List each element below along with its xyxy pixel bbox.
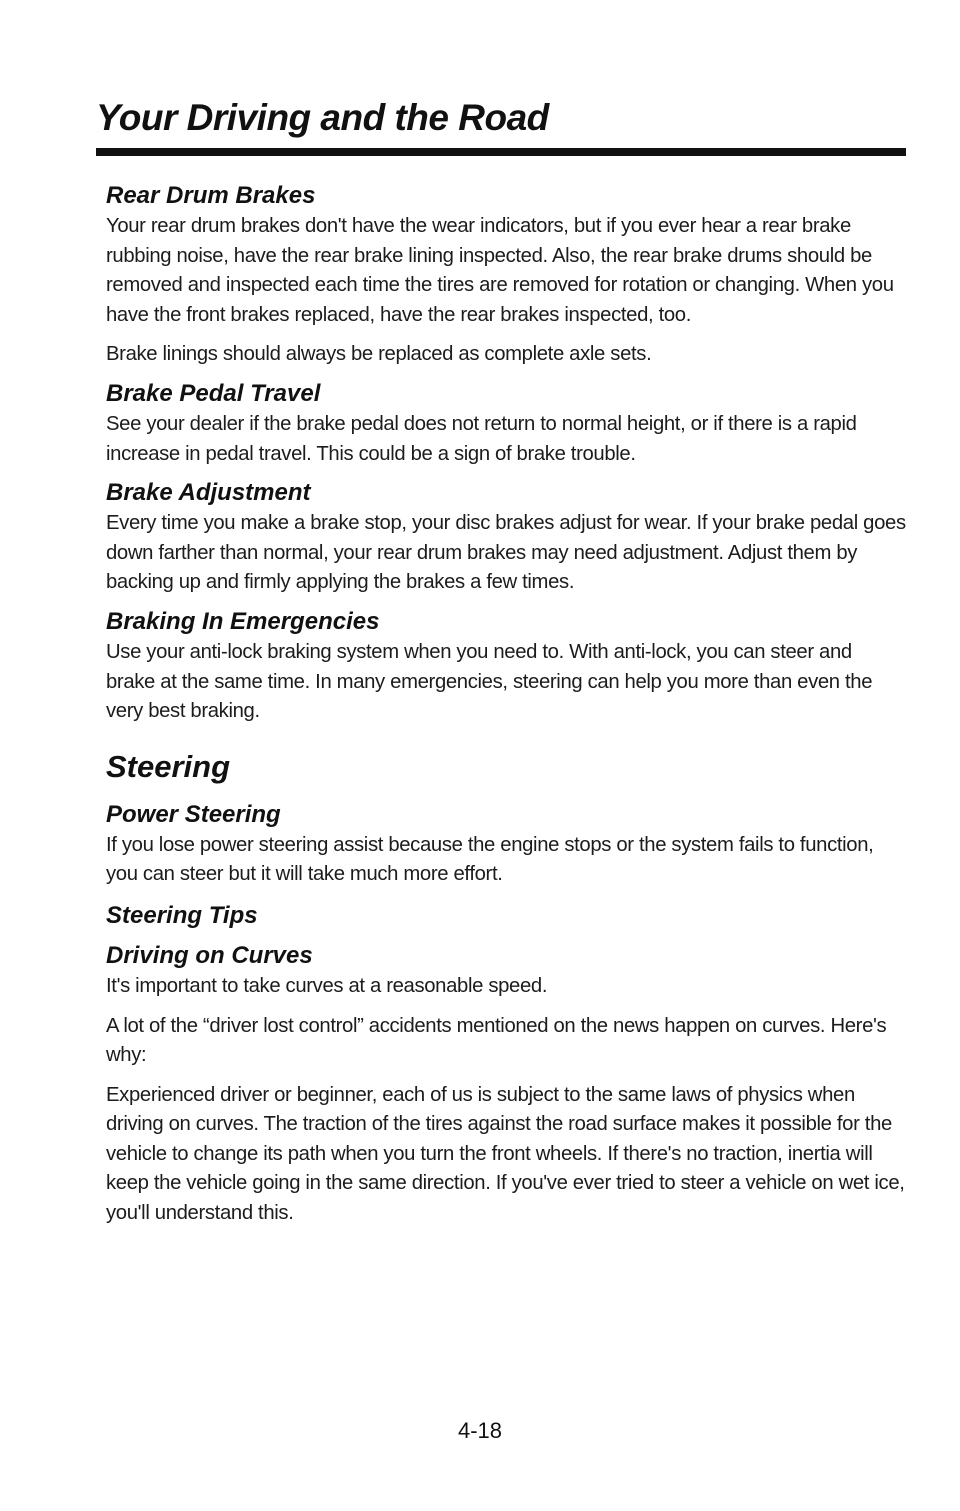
paragraph-driving-on-curves-1: It's important to take curves at a reasonable speed. [106, 974, 548, 997]
heading-power-steering: Power Steering [106, 800, 281, 828]
paragraph-brake-pedal-travel: See your dealer if the brake pedal does not return to normal height, or if there is a rapid increase in pedal travel. This could be a sign of brake trouble. [106, 412, 857, 465]
heading-braking-in-emergencies: Braking In Emergencies [106, 607, 380, 635]
paragraph-power-steering: If you lose power steering assist because the engine stops or the system fails to function, you can steer but it will take much more effort. [106, 833, 874, 886]
heading-steering-tips: Steering Tips [106, 901, 258, 929]
page-number: 4-18 [457, 1418, 503, 1443]
paragraph-brake-adjustment: Every time you make a brake stop, your disc brakes adjust for wear. If your brake pedal goes down farther than normal, your rear drum brakes may need adjustment. Adjust them by backing up and firmly applying the brakes a few times. [106, 512, 906, 594]
heading-steering: Steering [106, 748, 231, 784]
paragraph-driving-on-curves-3: Experienced driver or beginner, each of us is subject to the same laws of physics when driving on curves. The traction of the tires against the road surface makes it possible for the vehicle to change its path when you turn the front wheels. If there's no traction, inertia will keep the vehicle going in the same direction. If you've ever tried to steer a vehicle on wet ice, you'll understand this. [106, 1083, 905, 1225]
page-content [106, 182, 906, 1239]
paragraph-rear-drum-brakes-1: Your rear drum brakes don't have the wear indicators, but if you ever hear a rear brake rubbing noise, have the rear brake lining inspected. Also, the rear brake drums should be removed and inspected each time the tires are removed for rotation or changing. When you have the front brakes replaced, have the rear brakes inspected, too. [106, 215, 894, 326]
paragraph-rear-drum-brakes-2: Brake linings should always be replaced as complete axle sets. [106, 343, 652, 366]
heading-brake-adjustment: Brake Adjustment [106, 479, 311, 507]
heading-brake-pedal-travel: Brake Pedal Travel [106, 379, 321, 407]
title-rule [96, 148, 906, 156]
page-title: Your Driving and the Road [96, 97, 549, 138]
paragraph-driving-on-curves-2: A lot of the “driver lost control” accidents mentioned on the news happen on curves. Here's why: [106, 1014, 887, 1067]
heading-driving-on-curves: Driving on Curves [106, 941, 313, 969]
paragraph-braking-in-emergencies: Use your anti-lock braking system when you need to. With anti-lock, you can steer and brake at the same time. In many emergencies, steering can help you more than even the very best braking. [106, 640, 873, 723]
heading-rear-drum-brakes: Rear Drum Brakes [106, 182, 316, 209]
page-header [96, 96, 906, 156]
